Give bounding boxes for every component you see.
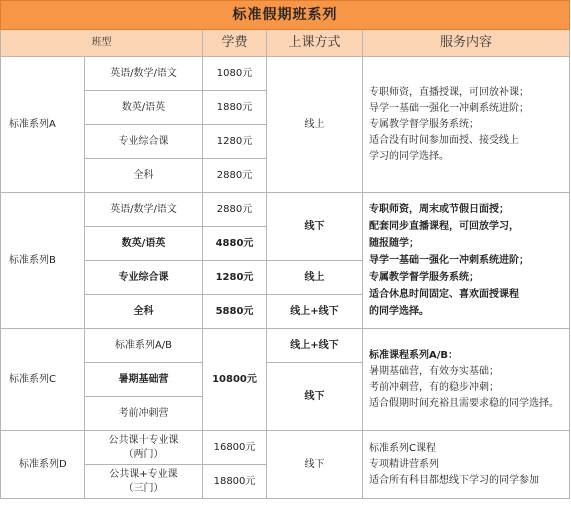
table-row — [1, 193, 570, 227]
table-title: 标准假期班系列 — [1, 1, 570, 30]
mode-cell-b3: 线上+线下 — [267, 295, 363, 329]
course-line: （三门） — [123, 482, 164, 494]
service-line: 配套同步直播课程，可回放学习， — [369, 221, 519, 232]
fee-cell: 2880元 — [203, 193, 267, 227]
service-line: 专项精讲营系列 — [369, 458, 439, 470]
course-cell: 全科 — [85, 295, 203, 329]
course-line: 公共课十专业课 — [108, 434, 179, 446]
course-cell: 数英/语英 — [85, 91, 203, 125]
service-line: 专职师资，周末或节假日面授； — [369, 204, 509, 215]
service-line: 适合没有时间参加面授、接受线上 — [369, 134, 519, 146]
service-line: 随报随学； — [369, 238, 419, 249]
series-name-a: 标准系列A — [1, 57, 85, 193]
fee-cell: 1280元 — [203, 125, 267, 159]
service-line: 适合假期时间充裕且需要求稳的同学选择。 — [369, 397, 559, 409]
series-name-d: 标准系列D — [1, 431, 85, 499]
service-line: 专属教学督学服务系统； — [369, 118, 479, 130]
course-cell: 全科 — [85, 159, 203, 193]
header-fee: 学费 — [203, 30, 267, 57]
course-line: （两门） — [123, 448, 164, 460]
course-cell: 暑期基础营 — [85, 363, 203, 397]
course-cell: 英语/数学/语文 — [85, 193, 203, 227]
service-line: 暑期基础营，有效夯实基础； — [369, 365, 499, 377]
service-cell-c — [363, 329, 570, 431]
fee-cell: 16800元 — [203, 431, 267, 465]
service-line: 适合休息时间固定、喜欢面授课程 — [369, 289, 519, 300]
fee-cell: 1280元 — [203, 261, 267, 295]
fee-cell-c: 10800元 — [203, 329, 267, 431]
service-line: 适合所有科目都想线下学习的同学参加 — [369, 474, 539, 486]
service-line: 专职师资，直播授课，可回放补课； — [369, 86, 529, 98]
fee-cell: 1880元 — [203, 91, 267, 125]
table-row — [1, 57, 570, 91]
service-line: 导学一基础一强化一冲刺系统进阶； — [369, 102, 529, 114]
fee-cell: 2880元 — [203, 159, 267, 193]
course-line: 公共课+专业课 — [109, 468, 178, 480]
series-name-b: 标准系列B — [1, 193, 85, 329]
mode-cell-b2: 线上 — [267, 261, 363, 295]
header-service: 服务内容 — [363, 30, 570, 57]
service-line: 导学一基础一强化一冲刺系统进阶； — [369, 255, 529, 266]
service-cell-d — [363, 431, 570, 499]
mode-cell-b1: 线下 — [267, 193, 363, 261]
mode-cell-c2: 线下 — [267, 363, 363, 431]
service-line: 考前冲刺营，有的稳步冲刺； — [369, 381, 499, 393]
course-cell: 考前冲刺营 — [85, 397, 203, 431]
course-cell: 英语/数学/语文 — [85, 57, 203, 91]
series-name-c: 标准系列C — [1, 329, 85, 431]
mode-cell-c1: 线上+线下 — [267, 329, 363, 363]
mode-cell-d: 线下 — [267, 431, 363, 499]
mode-cell-a: 线上 — [267, 57, 363, 193]
table-row — [1, 431, 570, 465]
course-cell: 专业综合课 — [85, 261, 203, 295]
course-cell: 数英/语英 — [85, 227, 203, 261]
table-row — [1, 329, 570, 363]
service-line: 标准系列C课程 — [369, 442, 436, 454]
service-line: 学习的同学选择。 — [369, 150, 449, 162]
course-cell — [85, 431, 203, 465]
service-line: 的同学选择。 — [369, 306, 429, 317]
header-class-type: 班型 — [1, 30, 203, 57]
fee-cell: 1080元 — [203, 57, 267, 91]
course-cell: 标准系列A/B — [85, 329, 203, 363]
fee-cell: 5880元 — [203, 295, 267, 329]
service-line: 专属教学督学服务系统； — [369, 272, 479, 283]
service-line: 标准课程系列A/B： — [369, 349, 459, 361]
fee-cell: 18800元 — [203, 465, 267, 499]
header-mode: 上课方式 — [267, 30, 363, 57]
course-cell — [85, 465, 203, 499]
service-cell-a — [363, 57, 570, 193]
service-cell-b — [363, 193, 570, 329]
course-cell: 专业综合课 — [85, 125, 203, 159]
fee-cell: 4880元 — [203, 227, 267, 261]
